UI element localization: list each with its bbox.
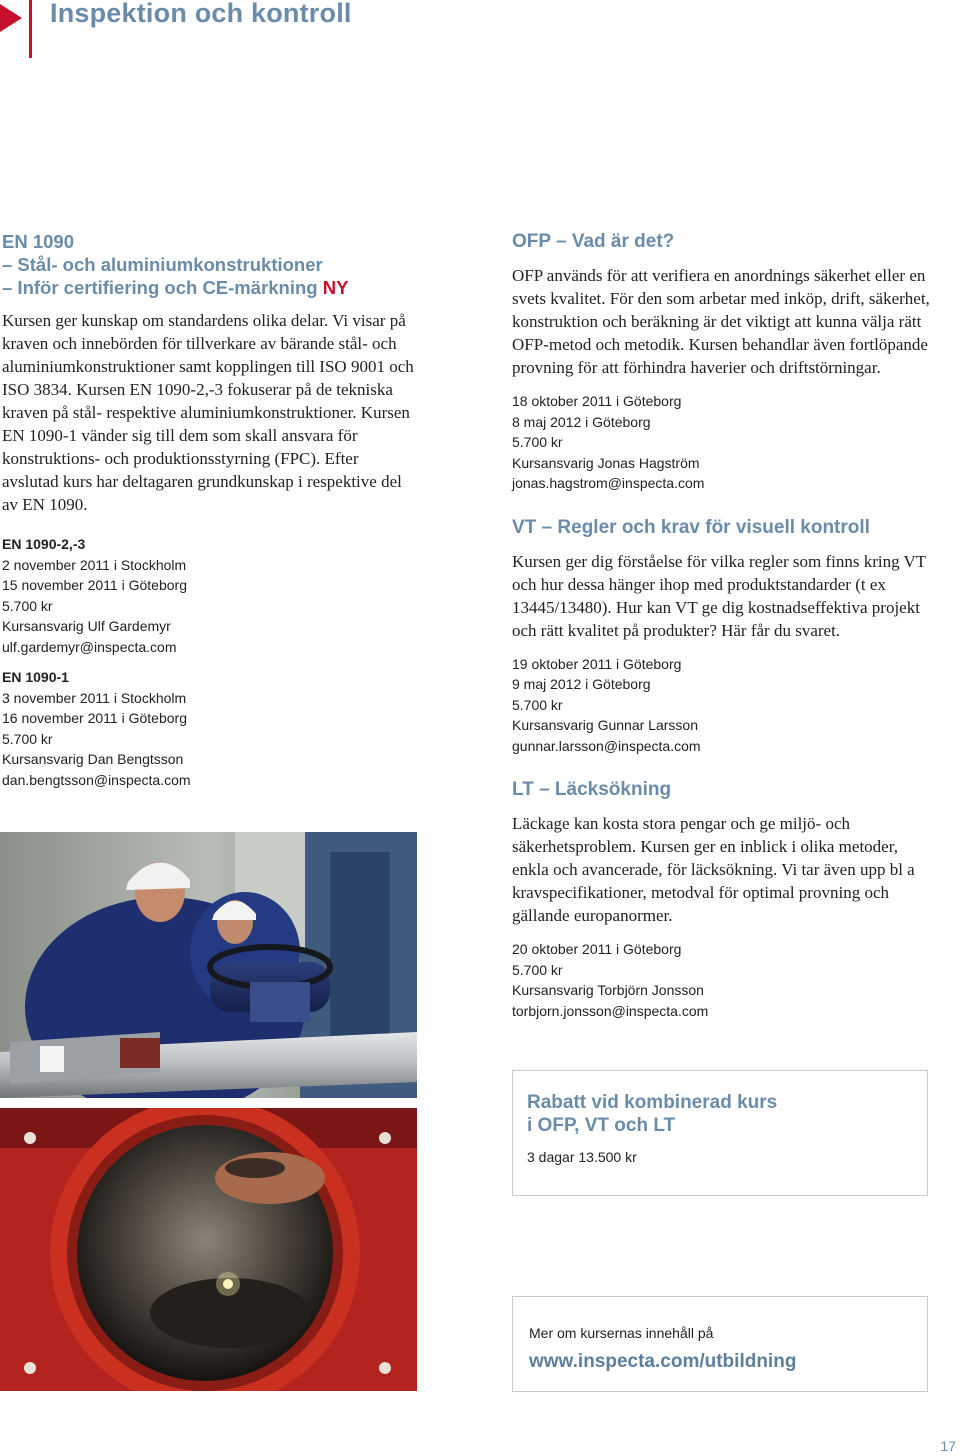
course-date: 18 oktober 2011 i Göteborg bbox=[512, 393, 682, 409]
en1090-section bbox=[2, 230, 422, 790]
more-info-box bbox=[512, 1296, 928, 1392]
course-responsible: Kursansvarig Torbjörn Jonsson bbox=[512, 982, 704, 998]
email-link[interactable]: ulf.gardemyr@inspecta.com bbox=[2, 638, 177, 655]
vt-section bbox=[512, 516, 942, 757]
page-number: 17 bbox=[940, 1438, 956, 1454]
vt-body: Kursen ger dig förståelse för vilka regler som finns kring VT och hur dessa hänger ihop med produktstandarder (t ex 13445/13480). Hur kan VT ge dig kostnadseffektiva projekt och rätt kvalitet på produkter? Här får du svaret. bbox=[512, 551, 926, 640]
email-link[interactable]: gunnar.larsson@inspecta.com bbox=[512, 737, 701, 754]
course-responsible: Kursansvarig Jonas Hagström bbox=[512, 454, 700, 471]
course-price: 5.700 kr bbox=[512, 696, 563, 713]
photo-inspector-in-pipe-image bbox=[0, 1108, 417, 1391]
course-price: 5.700 kr bbox=[512, 961, 563, 978]
email-link[interactable]: torbjorn.jonsson@inspecta.com bbox=[512, 1002, 709, 1019]
vt-heading: VT – Regler och krav för visuell kontroll bbox=[512, 516, 870, 538]
photo-inspector-in-pipe bbox=[0, 1108, 417, 1391]
more-info-intro: Mer om kursernas innehåll på bbox=[529, 1325, 714, 1341]
ofp-heading: OFP – Vad är det? bbox=[512, 231, 675, 252]
course-date: 16 november 2011 i Göteborg bbox=[2, 710, 187, 726]
discount-subtitle: i OFP, VT och LT bbox=[527, 1115, 676, 1136]
email-link[interactable]: dan.bengtsson@inspecta.com bbox=[2, 771, 191, 788]
course-price: 5.700 kr bbox=[512, 434, 563, 450]
page-header bbox=[0, 0, 960, 60]
en1090-heading bbox=[2, 230, 422, 299]
vt-info bbox=[512, 654, 942, 757]
discount-heading bbox=[527, 1091, 927, 1137]
course-date: 19 oktober 2011 i Göteborg bbox=[512, 655, 682, 672]
course-date: 8 maj 2012 i Göteborg bbox=[512, 413, 651, 430]
photo-workers-pipe bbox=[0, 832, 417, 1098]
website-link[interactable]: www.inspecta.com/utbildning bbox=[529, 1350, 797, 1372]
arrow-icon bbox=[0, 4, 22, 32]
en1090-body: Kursen ger kunskap om standardens olika delar. Vi visar på kraven och innebörden för tillverkare av bärande stål- och aluminiumkonstruktioner samt kopplingen till ISO 9001 och ISO 3834. Kursen EN 1090-2,-3 fokuserar på de tekniska kraven på stål- respektive aluminiumkonstruktioner. Kursen EN 1090-1 vänder sig till dem som skall ansvara för konstruktions- och produktionsstyrning (FPC). Efter avslutad kurs har deltagaren grundkunskap i respektive del av EN 1090. bbox=[2, 311, 414, 514]
en1090-subtitle-2: – Inför certifiering och CE-märkning NY bbox=[2, 277, 349, 298]
ofp-body: OFP används för att verifiera en anordnings säkerhet eller en svets kvalitet. För den som arbetar med inköp, drift, säkerhet, konstruktion och beräkning är det viktigt att kunna välja rätt OFP-metod och metodik. Kursen behandlar även fortlöpande provning för att förhindra haverier och driftstörningar. bbox=[512, 266, 930, 377]
en1090-23-info bbox=[2, 534, 422, 657]
course-date: 15 november 2011 i Göteborg bbox=[2, 577, 187, 593]
course-title: EN 1090-1 bbox=[2, 669, 69, 685]
page-title: Inspektion och kontroll bbox=[50, 0, 352, 28]
lt-section bbox=[512, 778, 942, 1021]
course-price: 5.700 kr bbox=[2, 597, 53, 614]
lt-info bbox=[512, 939, 942, 1021]
new-badge: NY bbox=[322, 277, 349, 298]
header-divider bbox=[29, 0, 32, 58]
ofp-info bbox=[512, 391, 942, 494]
en1090-subtitle: – Stål- och aluminiumkonstruktioner bbox=[2, 254, 323, 275]
en1090-title: EN 1090 bbox=[2, 231, 74, 252]
discount-box bbox=[512, 1070, 928, 1196]
lt-heading: LT – Läcksökning bbox=[512, 779, 672, 800]
photo-workers-pipe-image bbox=[0, 832, 417, 1098]
course-title: EN 1090-2,-3 bbox=[2, 536, 86, 552]
en1090-1-info bbox=[2, 667, 422, 790]
ofp-section bbox=[512, 230, 942, 494]
email-link[interactable]: jonas.hagstrom@inspecta.com bbox=[512, 475, 705, 491]
course-date: 9 maj 2012 i Göteborg bbox=[512, 676, 651, 692]
course-responsible: Kursansvarig Dan Bengtsson bbox=[2, 751, 184, 767]
course-date: 2 november 2011 i Stockholm bbox=[2, 556, 187, 573]
discount-price: 3 dagar 13.500 kr bbox=[527, 1149, 637, 1165]
lt-body: Läckage kan kosta stora pengar och ge miljö- och säkerhetsproblem. Kursen ger en inblick i olika metoder, enkla och avancerade, för läcksökning. Vi tar även upp bl a kravspecifikationer, metodval för optimal provning och gällande europanormer. bbox=[512, 814, 915, 925]
course-date: 20 oktober 2011 i Göteborg bbox=[512, 941, 682, 957]
course-date: 3 november 2011 i Stockholm bbox=[2, 689, 187, 706]
discount-title: Rabatt vid kombinerad kurs bbox=[527, 1092, 778, 1113]
course-responsible: Kursansvarig Ulf Gardemyr bbox=[2, 618, 171, 634]
course-responsible: Kursansvarig Gunnar Larsson bbox=[512, 717, 698, 733]
course-price: 5.700 kr bbox=[2, 730, 53, 747]
right-column bbox=[512, 230, 942, 1021]
